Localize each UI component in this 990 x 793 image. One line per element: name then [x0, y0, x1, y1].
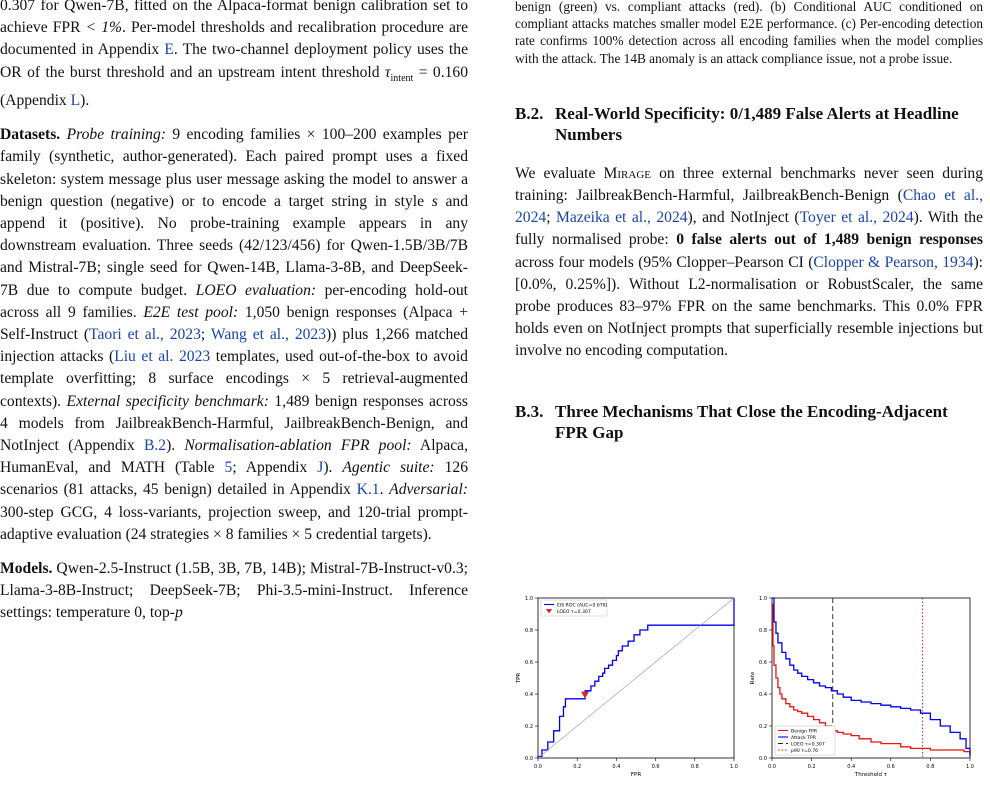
citation-link[interactable]: K.1 [356, 481, 380, 499]
text-run: LOEO evaluation: [195, 281, 317, 299]
y-tick-label: 1.0 [525, 596, 533, 602]
text-run: Normalisation-ablation FPR pool: [184, 436, 412, 454]
threshold-chart-panel [745, 588, 985, 788]
text-run: p [174, 604, 183, 622]
text-run: 0.307 for Qwen-7B, fitted on the Alpaca-format benign calibration set to achieve FPR [0, 0, 468, 37]
text-run: )) plus 1,266 matched injection attacks ( [0, 325, 469, 366]
legend-label: EIS ROC (AUC=0.678) [557, 603, 608, 609]
y-tick-label: 0.8 [525, 628, 533, 634]
citation-link[interactable]: B.2 [144, 436, 167, 454]
text-run: Qwen-2.5-Instruct (1.5B, 3B, 7B, 14B); Mistral-7B-Instruct-v0.3; Llama-3-8B-Instruct; DeepSeek-7B; Phi-3.5-mini-Instruct. Inference settings: temperature 0, top- [0, 559, 468, 622]
y-axis-label: Rate [750, 671, 756, 685]
text-run: Probe training: [66, 126, 166, 144]
legend-label: LOEO τ=0.307 [791, 742, 825, 748]
paragraph-datasets [0, 124, 468, 546]
section-number: B.2. [515, 103, 544, 123]
text-run: τ [384, 63, 391, 81]
legend-label: LOEO τ=0.307 [557, 610, 591, 615]
legend-label: p90 τ=0.76 [791, 749, 819, 754]
text-run: ; Appendix [232, 459, 318, 477]
text-run: 1,050 benign responses (Alpaca + Self-Instruct ( [0, 303, 469, 343]
y-tick-label: 0.6 [525, 660, 533, 666]
text-run: ; [546, 209, 556, 227]
legend-label: Benign FPR [791, 729, 818, 735]
y-tick-label: 1.0 [759, 596, 767, 602]
x-tick-label: 0.4 [847, 764, 856, 770]
y-tick-label: 0.2 [759, 724, 767, 730]
text-run: ): [0.0%, 0.25%]). Without L2-normalisation or RobustScaler, the same probe produces 83–97% FPR on the same benchmarks. This 0.0% FPR holds even on NotInject prompts that superficially resemble injections but involve no encoding computation. [515, 253, 983, 360]
text-run: ). [166, 436, 185, 454]
x-axis-label: FPR [630, 772, 642, 778]
text-run: ; [200, 325, 211, 343]
citation-link[interactable]: Taori et al., 2023 [89, 325, 201, 343]
roc-chart-panel [508, 588, 746, 788]
text-run: on three external benchmarks never seen during training: JailbreakBench-Harmful, JailbreakBench-Benign ( [515, 164, 983, 205]
text-run: Alpaca, HumanEval, and MATH (Table [0, 436, 468, 477]
text-run: Datasets. [0, 126, 61, 144]
citation-link[interactable]: 5 [224, 459, 233, 477]
text-run: External specificity benchmark: [66, 392, 269, 410]
text-run: 9 encoding families × 100–200 examples per family (synthetic, author-generated). Each paired prompt uses a fixed skeleton: system message plus user message asking the model to answer a benign question (negative) or to encode a target string in style [0, 126, 468, 210]
text-run: . Per-model thresholds and recalibration procedure are documented in Appendix [0, 19, 468, 59]
paragraph-b2 [515, 163, 983, 363]
citation-link[interactable]: Chao et al., 2024 [515, 187, 983, 227]
y-axis-label: TPR [516, 672, 522, 684]
roc-chart [508, 588, 746, 788]
y-tick-label: 0.0 [525, 756, 533, 762]
threshold-chart [745, 588, 985, 788]
x-tick-label: 0.2 [573, 764, 582, 770]
section-title: Three Mechanisms That Close the Encoding-Adjacent FPR Gap [555, 401, 948, 442]
section-number: B.3. [515, 401, 544, 421]
left-column [0, 0, 468, 625]
text-run: < 1% [85, 19, 122, 37]
legend-label: Attack TPR [791, 736, 816, 741]
figure-caption: benign (green) vs. compliant attacks (red). (b) Conditional AUC conditioned on compliant attacks matches smaller model E2E performance. (c) Per-encoding detection rate confirms 100% detection across all encoding families when the model complies with the attack. The 14B anomaly is an attack compliance issue, not a probe issue. [515, 0, 983, 66]
paragraph-models [0, 558, 468, 625]
text-run: . [379, 481, 390, 499]
citation-link[interactable]: Clopper & Pearson, 1934 [813, 253, 974, 271]
text-run: s [431, 192, 438, 210]
citation-link[interactable]: Toyer et al., 2024 [799, 209, 914, 227]
y-tick-label: 0.0 [759, 756, 767, 762]
section-heading-b3 [515, 401, 983, 443]
text-run: 0 false alerts out of 1,489 benign responses [676, 231, 983, 249]
citation-link[interactable]: J [317, 459, 324, 477]
diagonal-reference-line [538, 598, 734, 758]
citation-link[interactable]: E [164, 41, 174, 59]
x-tick-label: 0.8 [690, 764, 699, 770]
paragraph-thresholds [0, 0, 468, 112]
text-run: and append it (positive). No probe-training example appears in any downstream evaluation. Three seeds (42/123/456) for Qwen-1.5B/3B/7B and Mistral-7B; single seed for Qwen-14B, Llama-3-8B, and DeepSeek-7B due to compute budget. [0, 192, 468, 299]
x-tick-label: 1.0 [966, 764, 974, 770]
y-tick-label: 0.8 [759, 628, 767, 634]
text-run: intent [390, 72, 414, 84]
x-tick-label: 0.2 [807, 764, 816, 770]
text-run: ), and NotInject ( [687, 209, 800, 227]
section-heading-b2 [515, 103, 983, 145]
x-tick-label: 0.0 [534, 764, 542, 770]
text-run: Agentic suite: [342, 459, 435, 477]
text-run: 300-step GCG, 4 loss-variants, projection sweep, and 120-trial prompt-adaptive evaluation (24 strategies × 8 families × 5 credential targets). [0, 503, 468, 543]
text-run: . The two-channel deployment policy uses the OR of the burst threshold and an upstream intent threshold [0, 41, 468, 81]
text-run: E2E test pool: [143, 303, 239, 321]
y-tick-label: 0.4 [759, 692, 767, 698]
text-run: = 0.160 (Appendix [0, 63, 468, 109]
text-run: 126 scenarios (81 attacks, 45 benign) detailed in Appendix [0, 459, 468, 499]
x-tick-label: 0.8 [926, 764, 935, 770]
text-run: Models. [0, 559, 53, 577]
citation-link[interactable]: Wang et al., 2023 [210, 325, 327, 343]
text-run: ). With the fully normalised probe: [515, 209, 983, 249]
citation-link[interactable]: L [70, 91, 81, 109]
text-run: per-encoding hold-out across all 9 families. [0, 281, 468, 321]
x-tick-label: 0.6 [651, 764, 660, 770]
text-run: Mirage [603, 164, 651, 182]
x-tick-label: 0.4 [612, 764, 621, 770]
x-axis-label: Threshold τ [854, 772, 888, 778]
citation-link[interactable]: Liu et al. 2023 [114, 348, 211, 366]
y-tick-label: 0.2 [525, 724, 533, 730]
text-run: across four models (95% Clopper–Pearson CI ( [515, 253, 814, 271]
text-run: Adversarial: [389, 481, 468, 499]
right-column [515, 0, 983, 443]
x-tick-label: 0.6 [886, 764, 895, 770]
x-tick-label: 1.0 [730, 764, 738, 770]
threshold-marker [581, 692, 589, 699]
citation-link[interactable]: Mazeika et al., 2024 [555, 209, 688, 227]
text-run: 1,489 benign responses across 4 models from JailbreakBench-Harmful, JailbreakBench-Benign, and NotInject (Appendix [0, 392, 468, 454]
section-title: Real-World Specificity: 0/1,489 False Alerts at Headline Numbers [555, 103, 959, 144]
text-run: ). [323, 459, 343, 477]
text-run: ). [80, 91, 90, 109]
x-tick-label: 0.0 [768, 764, 776, 770]
y-tick-label: 0.4 [525, 692, 533, 698]
text-run: templates, used out-of-the-box to avoid template overfitting; 8 surface encodings × 5 retrieval-augmented contexts). [0, 348, 468, 410]
text-run: We evaluate [515, 164, 604, 182]
y-tick-label: 0.6 [759, 660, 767, 666]
